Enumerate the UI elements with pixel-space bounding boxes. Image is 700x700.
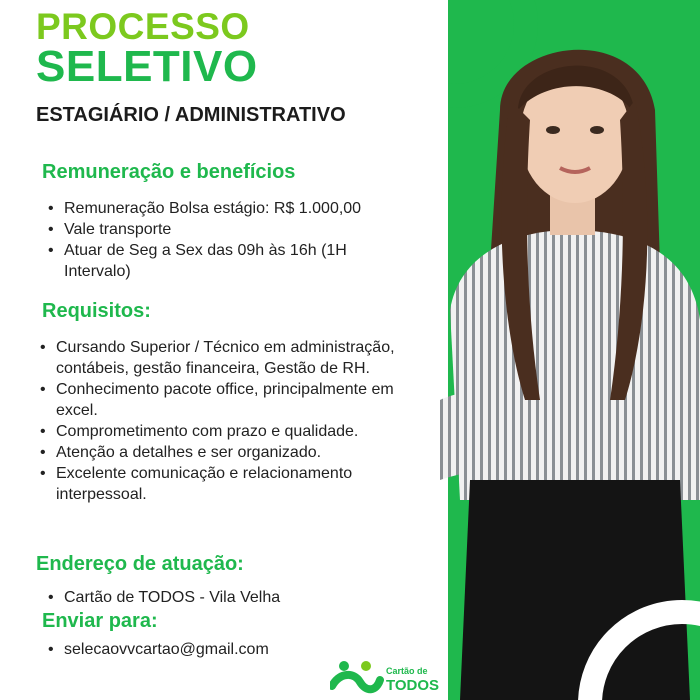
section-title-remuneracao: Remuneração e benefícios bbox=[42, 161, 296, 183]
list-item: • Remuneração Bolsa estágio: R$ 1.000,00 bbox=[42, 198, 402, 219]
section-title-endereco: Endereço de atuação: bbox=[36, 553, 244, 575]
list-endereco bbox=[42, 587, 402, 608]
position-title: ESTAGIÁRIO / ADMINISTRATIVO bbox=[36, 104, 346, 126]
logo-text-line2: TODOS bbox=[386, 677, 440, 694]
title-line-1: PROCESSO bbox=[36, 6, 250, 47]
list-item: • Vale transporte bbox=[42, 219, 402, 240]
list-remuneracao bbox=[42, 198, 402, 282]
list-requisitos bbox=[34, 337, 439, 505]
list-item: • Comprometimento com prazo e qualidade. bbox=[34, 421, 439, 442]
woman-photo bbox=[440, 0, 700, 700]
cartao-de-todos-logo bbox=[330, 658, 445, 696]
list-item[interactable]: • selecaovvcartao@gmail.com bbox=[42, 639, 402, 660]
section-title-requisitos: Requisitos: bbox=[42, 300, 151, 322]
list-item: • Atenção a detalhes e ser organizado. bbox=[34, 442, 439, 463]
list-item: • Conhecimento pacote office, principalmente em excel. bbox=[34, 379, 439, 421]
list-item: • Cartão de TODOS - Vila Velha bbox=[42, 587, 402, 608]
list-enviar bbox=[42, 639, 402, 660]
logo-text-line1: Cartão de bbox=[386, 666, 428, 676]
list-item: • Atuar de Seg a Sex das 09h às 16h (1H Intervalo) bbox=[42, 240, 402, 282]
list-item: • Cursando Superior / Técnico em administração, contábeis, gestão financeira, Gestão de RH. bbox=[34, 337, 439, 379]
list-item: • Excelente comunicação e relacionamento interpessoal. bbox=[34, 463, 439, 505]
section-title-enviar: Enviar para: bbox=[42, 610, 158, 632]
title-line-2: SELETIVO bbox=[36, 42, 258, 91]
